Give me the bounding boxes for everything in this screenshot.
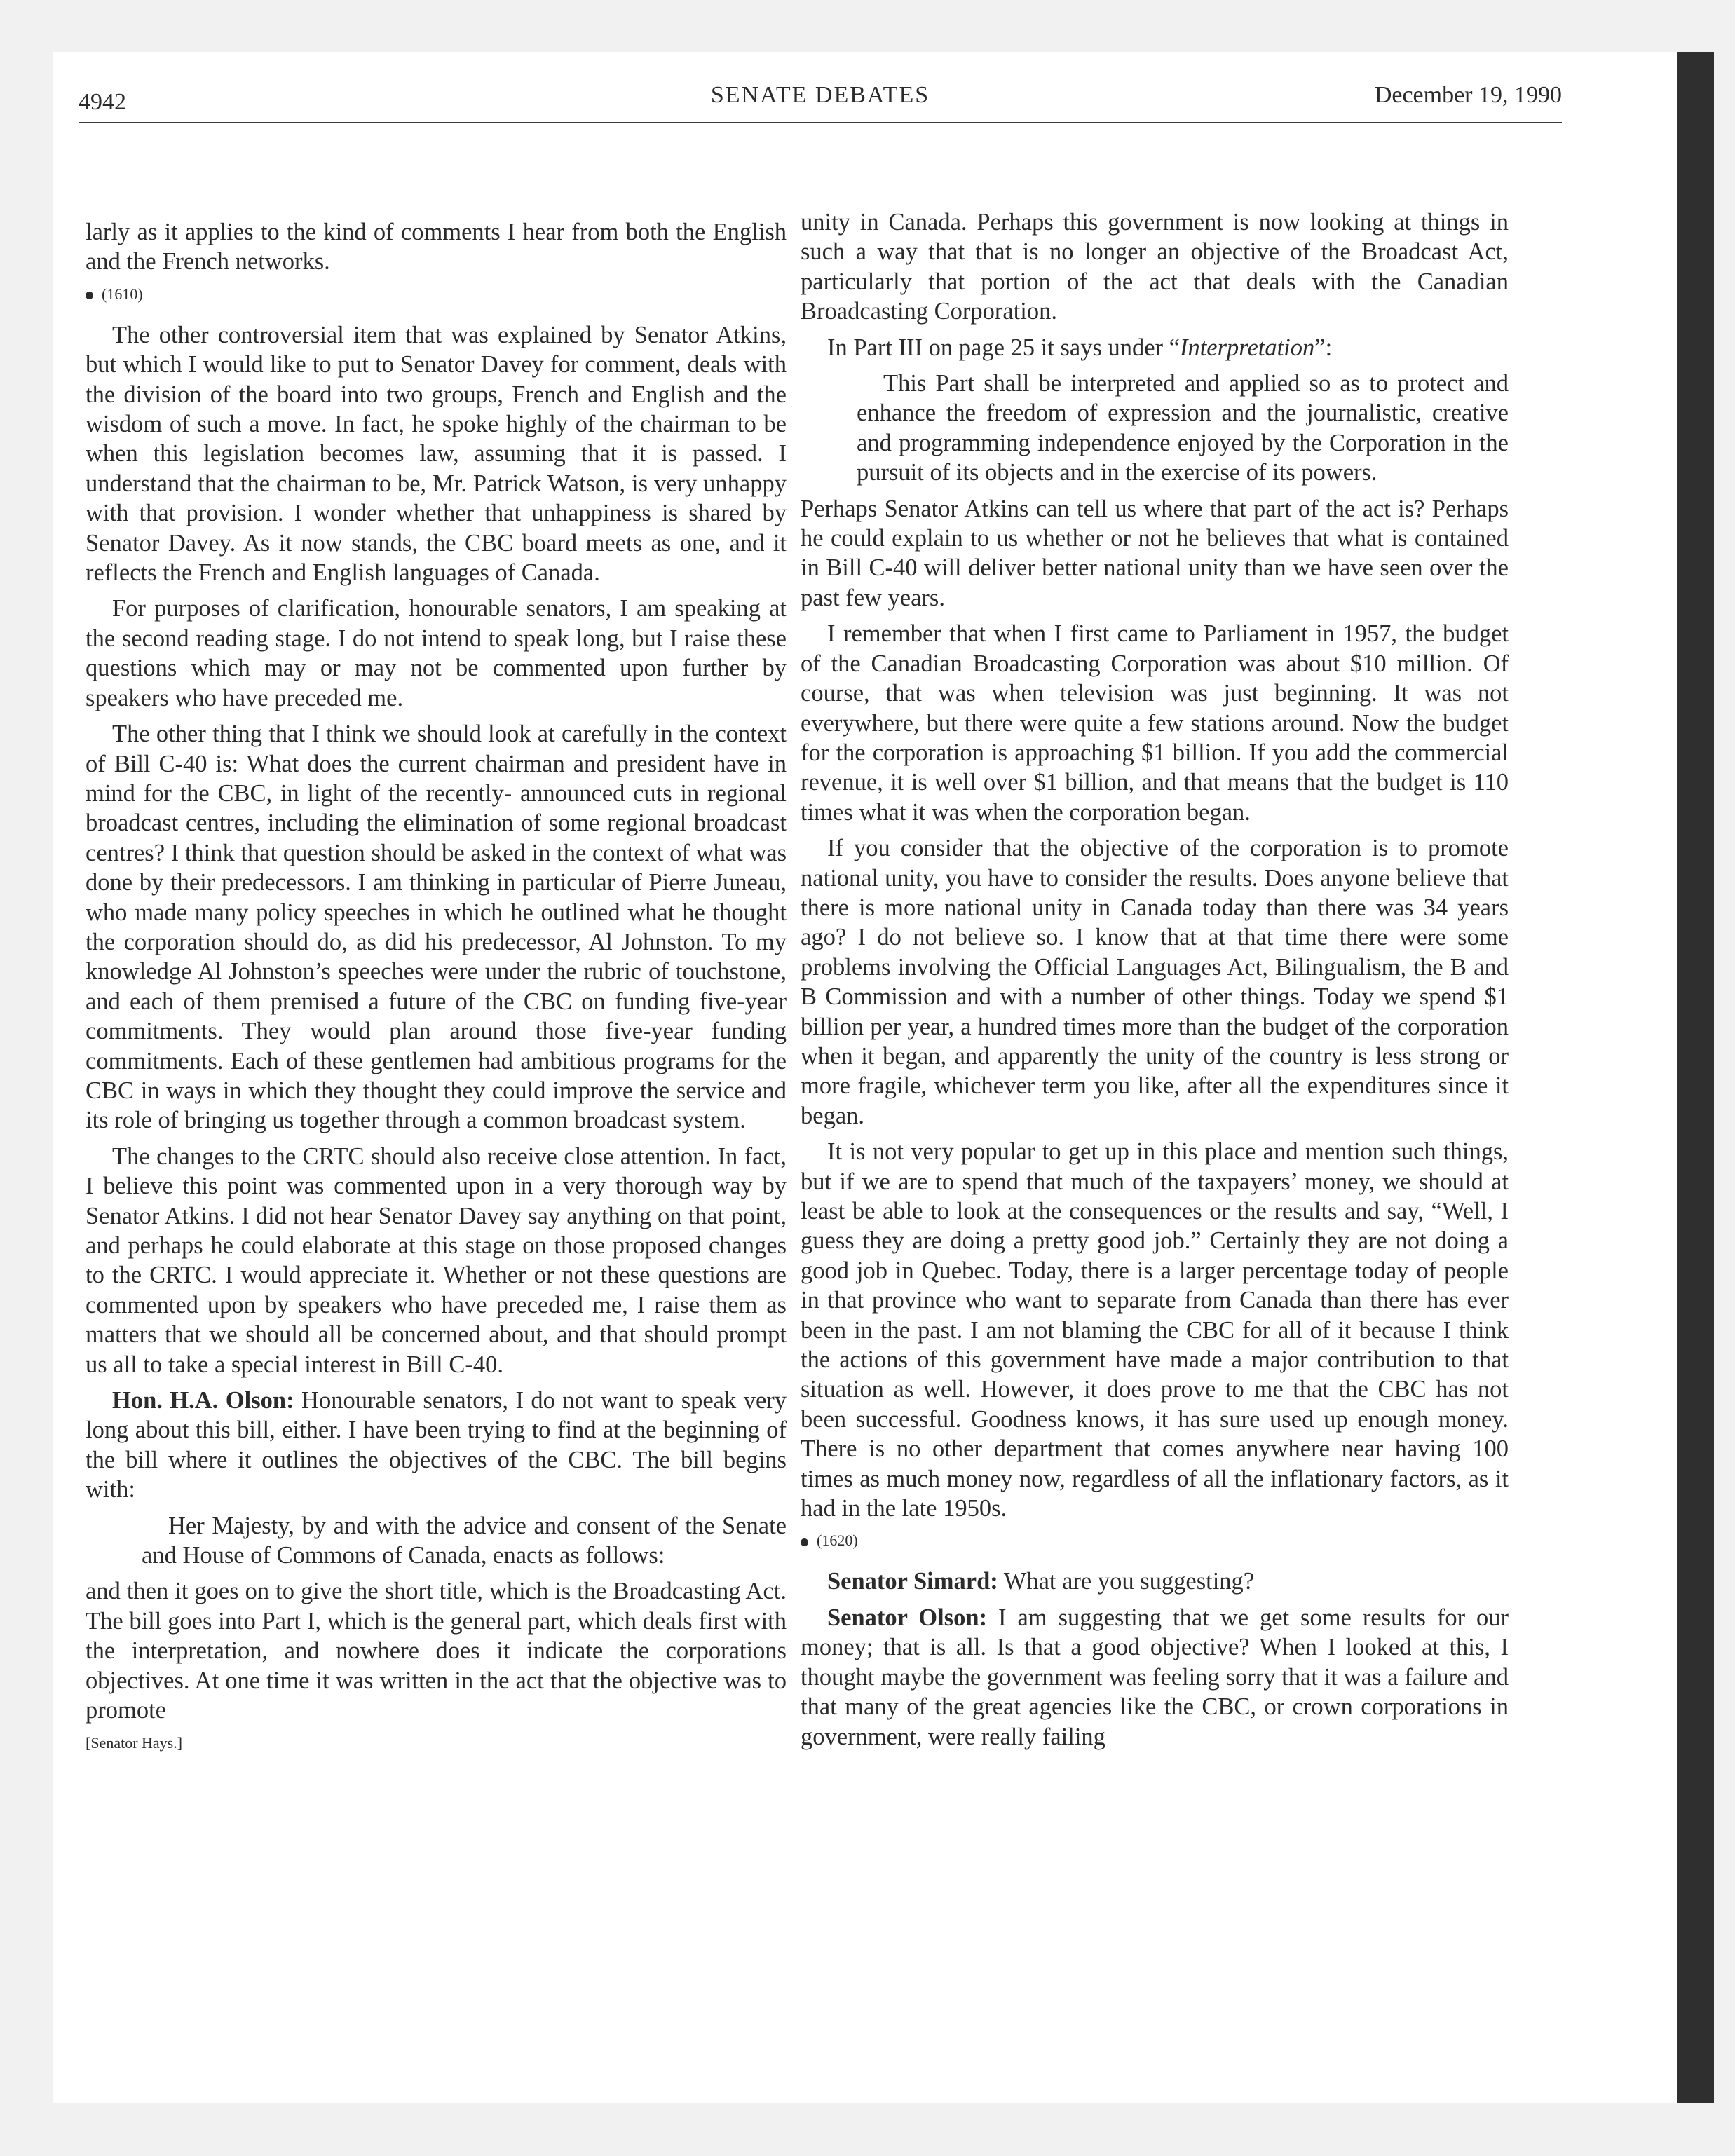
paragraph: The other thing that I think we should look at carefully in the context of Bill C-40 is: What does the current chairman and president have in mind for the CBC, in light of the recently- announced cuts in regional broadcast centres, including the elimination of some regional broadcast centres? I think that question should be asked in the context of what was done by their predecessors. I am thinking in particular of Pierre Juneau, who made many policy speeches in which he outlined what he thought the corporation should do, as did his predecessor, Al Johnston. To my knowledge Al Johnston’s speeches were under the rubric of touchstone, and each of them premised a future of the CBC on funding five-year commitments. They would plan around those five-year funding commitments. Each of these gentlemen had ambitious programs for the CBC in ways in which they thought they could improve the service and its role of bringing us together through a common broadcast system. (86, 721, 787, 1134)
right-column (801, 207, 1509, 1758)
paragraph (801, 1603, 1509, 1752)
binding-edge (1677, 52, 1714, 2103)
emphasis: Interpretation (1179, 334, 1315, 361)
publication-title: SENATE DEBATES (710, 82, 930, 108)
paragraph: It is not very popular to get up in this place and mention such things, but if we are to spend that much of the taxpayers’ money, we should at least be able to look at the consequences or the results and say, “Well, I guess they are doing a pretty good job.” Certainly they are not doing a good job in Quebec. Today, there is a larger percentage today of people in that province who want to separate from Canada than there has ever been in the past. I am not blaming the CBC for all of it because I think the actions of this government have made a major contribution to that situation as well. However, it does prove to me that the CBC has not been successful. Goodness knows, it has sure used up enough money. There is no other department that comes anywhere near having 100 times as much money now, regardless of all the inflationary factors, as it had in the late 1950s. (801, 1138, 1509, 1522)
speaker-name: Senator Olson: (827, 1604, 988, 1631)
paragraph: The other controversial item that was explained by Senator Atkins, but which I would like to put to Senator Davey for comment, deals with the division of the board into two groups, French and English and the wisdom of such a move. In fact, he spoke highly of the chairman to be when this legislation becomes law, assuming that it is passed. I understand that the chairman to be, Mr. Patrick Watson, is very unhappy with that provision. I wonder whether that unhappiness is shared by Senator Davey. As it now stands, the CBC board meets as one, and it reflects the French and English languages of Canada. (86, 321, 787, 587)
paragraph (801, 1567, 1509, 1596)
speaker-name: Hon. H.A. Olson: (112, 1387, 294, 1414)
paragraph: If you consider that the objective of the corporation is to promote national unity, you have to consider the results. Does anyone believe that there is more national unity in Canada today than there was 34 years ago? I do not believe so. I know that at that time there were some problems involving the Official Languages Act, Bilingualism, the B and B Commission and with a number of other things. Today we spend $1 billion per year, a hundred times more than the budget of the corporation when it began, and apparently the unity of the country is less strong or more fragile, whichever term you like, after all the expenditures since it began. (801, 835, 1509, 1129)
block-quote: This Part shall be interpreted and applied so as to protect and enhance the freedom of expression and the journalistic, creative and programming independence enjoyed by the Corporation in the pursuit of its objects and in the exercise of its powers. (857, 370, 1509, 486)
speech-text: I am suggesting that we get some results for our money; that is all. Is that a good objective? When I looked at this, I thought maybe the government was feeling sorry that it was a failure and that many of the great agencies like the CBC, or crown corporations in government, were really failing (801, 1604, 1509, 1750)
paragraph: For purposes of clarification, honourable senators, I am speaking at the second reading stage. I do not intend to speak long, but I raise these questions which may or may not be commented upon further by speakers who have preceded me. (86, 595, 787, 711)
time-marker-label: (1610) (102, 285, 143, 303)
time-marker (86, 284, 787, 305)
speech-text: Honourable senators, I do not want to speak very long about this bill, either. I have been trying to find at the beginning of the bill where it outlines the objectives of the CBC. The bill begins with: (86, 1387, 787, 1503)
bullet-icon (801, 1538, 808, 1546)
paragraph-text: In Part III on page 25 it says under “ (827, 334, 1180, 361)
left-column (86, 217, 787, 1754)
paragraph (801, 333, 1509, 362)
paragraph: Perhaps Senator Atkins can tell us where that part of the act is? Perhaps he could explain to us whether or not he believes that what is contained in Bill C-40 will deliver better national unity than we have seen over the past few years. (801, 495, 1509, 611)
paragraph: The changes to the CRTC should also receive close attention. In fact, I believe this point was commented upon in a very thorough way by Senator Atkins. I did not hear Senator Davey say anything on that point, and perhaps he could elaborate at this stage on those proposed changes to the CRTC. I would appreciate it. Whether or not these questions are commented upon by speakers who have preceded me, I raise them as matters that we should all be concerned about, and that should prompt us all to take a special interest in Bill C-40. (86, 1142, 787, 1378)
paragraph-text: ”: (1314, 334, 1333, 361)
page-date: December 19, 1990 (1374, 82, 1562, 108)
bullet-icon (86, 292, 93, 299)
speaker-name: Senator Simard: (827, 1568, 998, 1595)
speech-text: What are you suggesting? (998, 1568, 1255, 1595)
paragraph: and then it goes on to give the short title, which is the Broadcasting Act. The bill goes into Part I, which is the general part, which deals first with the interpretation, and nowhere does it indicate the corporations objectives. At one time it was written in the act that the objective was to promote (86, 1578, 787, 1724)
footer-note: [Senator Hays.] (86, 1733, 183, 1752)
paragraph (86, 1386, 787, 1505)
paragraph: unity in Canada. Perhaps this government is now looking at things in such a way that that is no longer an objective of the Broadcast Act, particularly that portion of the act that deals with the Canadian Broadcasting Corporation. (801, 209, 1509, 325)
paragraph: I remember that when I first came to Parliament in 1957, the budget of the Canadian Broadcasting Corporation was about $10 million. Of course, that was when television was just beginning. It was not everywhere, but there were quite a few stations around. Now the budget for the corporation is approaching $1 billion. If you add the commercial revenue, it is well over $1 billion, and that means that the budget is 110 times what it was when the corporation began. (801, 620, 1509, 826)
page-number: 4942 (79, 89, 126, 115)
time-marker-label: (1620) (817, 1531, 858, 1550)
paragraph: larly as it applies to the kind of comments I hear from both the English and the French networks. (86, 219, 787, 275)
time-marker (801, 1530, 1509, 1551)
page-header (79, 81, 1562, 123)
block-quote: Her Majesty, by and with the advice and consent of the Senate and House of Commons of Canada, enacts as follows: (142, 1512, 787, 1569)
